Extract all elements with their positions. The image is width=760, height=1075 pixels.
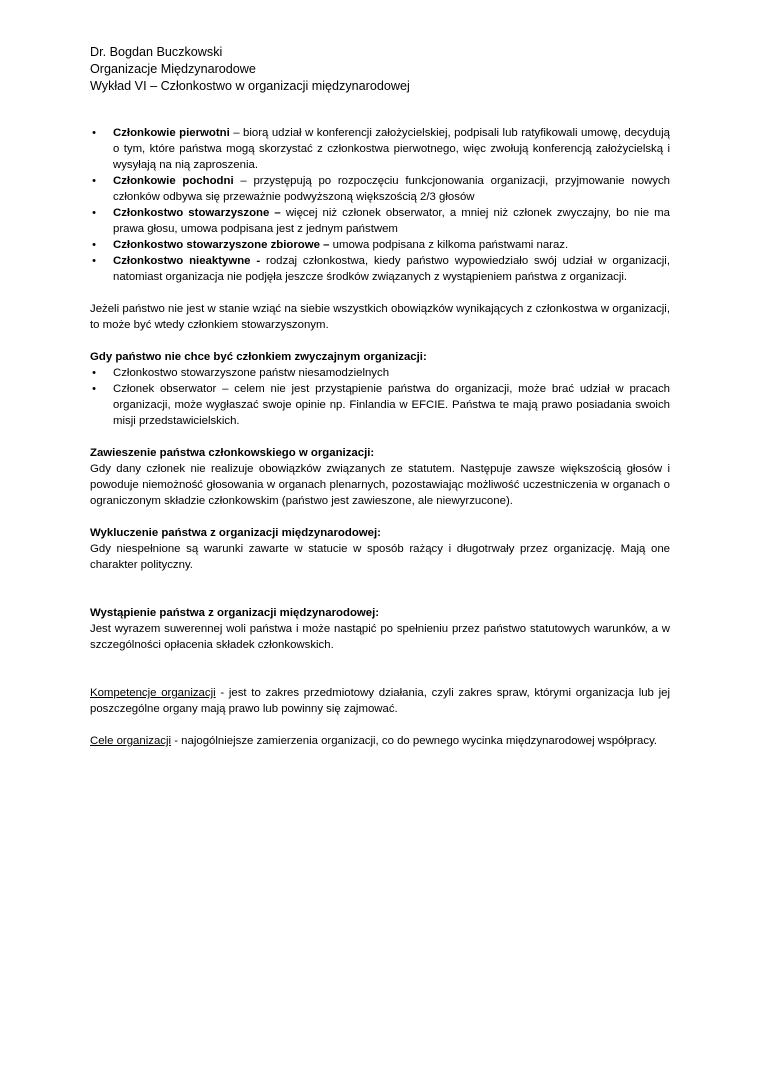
- bullet-icon: •: [92, 207, 96, 219]
- course-line: Organizacje Międzynarodowe: [90, 62, 256, 76]
- item-term: Członkowie pochodni: [113, 175, 234, 187]
- author-line: Dr. Bogdan Buczkowski: [90, 45, 223, 59]
- list-item: [90, 381, 670, 429]
- competences-text: - jest to zakres przedmiotowy działania, czyli zakres spraw, którymi organizacja lub jej poszczególne organy mają prawo lub powinny się zajmować.: [90, 687, 670, 715]
- bullet-icon: •: [92, 239, 96, 251]
- competences-paragraph: [90, 685, 670, 717]
- lecture-title: Wykład VI – Członkostwo w organizacji międzynarodowej: [90, 79, 410, 93]
- item-term: Członkostwo stowarzyszone zbiorowe –: [113, 239, 330, 251]
- competences-term: Kompetencje organizacji: [90, 687, 216, 699]
- goals-paragraph: [90, 733, 670, 749]
- non-regular-heading: Gdy państwo nie chce być członkiem zwyczajnym organizacji:: [90, 351, 427, 363]
- item-text: rodzaj członkostwa, kiedy państwo wypowiedziało swój udział w organizacji, natomiast organizacja nie podjęła jeszcze środków związanych z wystąpieniem państwa z organizacji.: [113, 255, 670, 283]
- goals-text: - najogólniejsze zamierzenia organizacji, co do pewnego wycinka międzynarodowej współpracy.: [171, 735, 658, 747]
- item-term: Członkowie pierwotni: [113, 127, 230, 139]
- suspension-heading: Zawieszenie państwa członkowskiego w organizacji:: [90, 447, 375, 459]
- non-regular-list: [90, 365, 670, 429]
- expulsion-heading: Wykluczenie państwa z organizacji międzynarodowej:: [90, 527, 381, 539]
- bullet-icon: •: [92, 255, 96, 267]
- expulsion-text: Gdy niespełnione są warunki zawarte w statucie w sposób rażący i długotrwały przez organizację. Mają one charakter polityczny.: [90, 543, 670, 571]
- item-text: umowa podpisana z kilkoma państwami naraz.: [329, 239, 569, 251]
- item-term: Członkostwo stowarzyszone –: [113, 207, 281, 219]
- goals-term: Cele organizacji: [90, 735, 172, 747]
- list-item: [90, 253, 670, 285]
- list-item: [90, 173, 670, 205]
- bullet-icon: •: [92, 127, 96, 139]
- list-item: [90, 237, 670, 253]
- item-term: Członkostwo nieaktywne -: [113, 255, 261, 267]
- associated-note: Jeżeli państwo nie jest w stanie wziąć na siebie wszystkich obowiązków wynikających z członkostwa w organizacji, to może być wtedy członkiem stowarzyszonym.: [90, 303, 670, 331]
- document-page: [90, 44, 670, 749]
- bullet-icon: •: [92, 383, 96, 395]
- list-item: [90, 205, 670, 237]
- bullet-icon: •: [92, 175, 96, 187]
- item-text: Członkostwo stowarzyszone państw niesamodzielnych: [113, 367, 390, 379]
- document-header: [90, 44, 670, 95]
- item-text: więcej niż członek obserwator, a mniej niż członek zwyczajny, bo nie ma prawa głosu, umowa podpisana jest z jednym państwem: [113, 207, 670, 235]
- bullet-icon: •: [92, 367, 96, 379]
- withdrawal-heading: Wystąpienie państwa z organizacji międzynarodowej:: [90, 607, 380, 619]
- item-text: Członek obserwator – celem nie jest przystąpienie państwa do organizacji, może brać udział w pracach organizacji, może wygłaszać swoje opinie np. Finlandia w EFCIE. Państwa te mają prawo posiadania swoich misji przedstawicielskich.: [113, 383, 670, 427]
- membership-types-list: [90, 125, 670, 285]
- item-text: – biorą udział w konferencji założycielskiej, podpisali lub ratyfikowali umowę, decydują o tym, które państwa mogą skorzystać z członkostwa pierwotnego, więc zwołują konferencją założycielską i wysyłają na nią zaproszenia.: [113, 127, 670, 171]
- item-text: – przystępują po rozpoczęciu funkcjonowania organizacji, przyjmowanie nowych członków odbywa się przeważnie podwyższoną większością 2/3 głosów: [113, 175, 670, 203]
- list-item: [90, 365, 670, 381]
- suspension-text: Gdy dany członek nie realizuje obowiązków związanych ze statutem. Następuje zawsze większością głosów i powoduje niemożność głosowania w organach plenarnych, pozostawiając możliwość uczestniczenia w organach o ograniczonym składzie członkowskim (państwo jest zawieszone, ale niewyrzucone).: [90, 463, 670, 507]
- withdrawal-text: Jest wyrazem suwerennej woli państwa i może nastąpić po spełnieniu przez państwo statutowych warunków, a w szczególności opłacenia składek członkowskich.: [90, 623, 670, 651]
- list-item: [90, 125, 670, 173]
